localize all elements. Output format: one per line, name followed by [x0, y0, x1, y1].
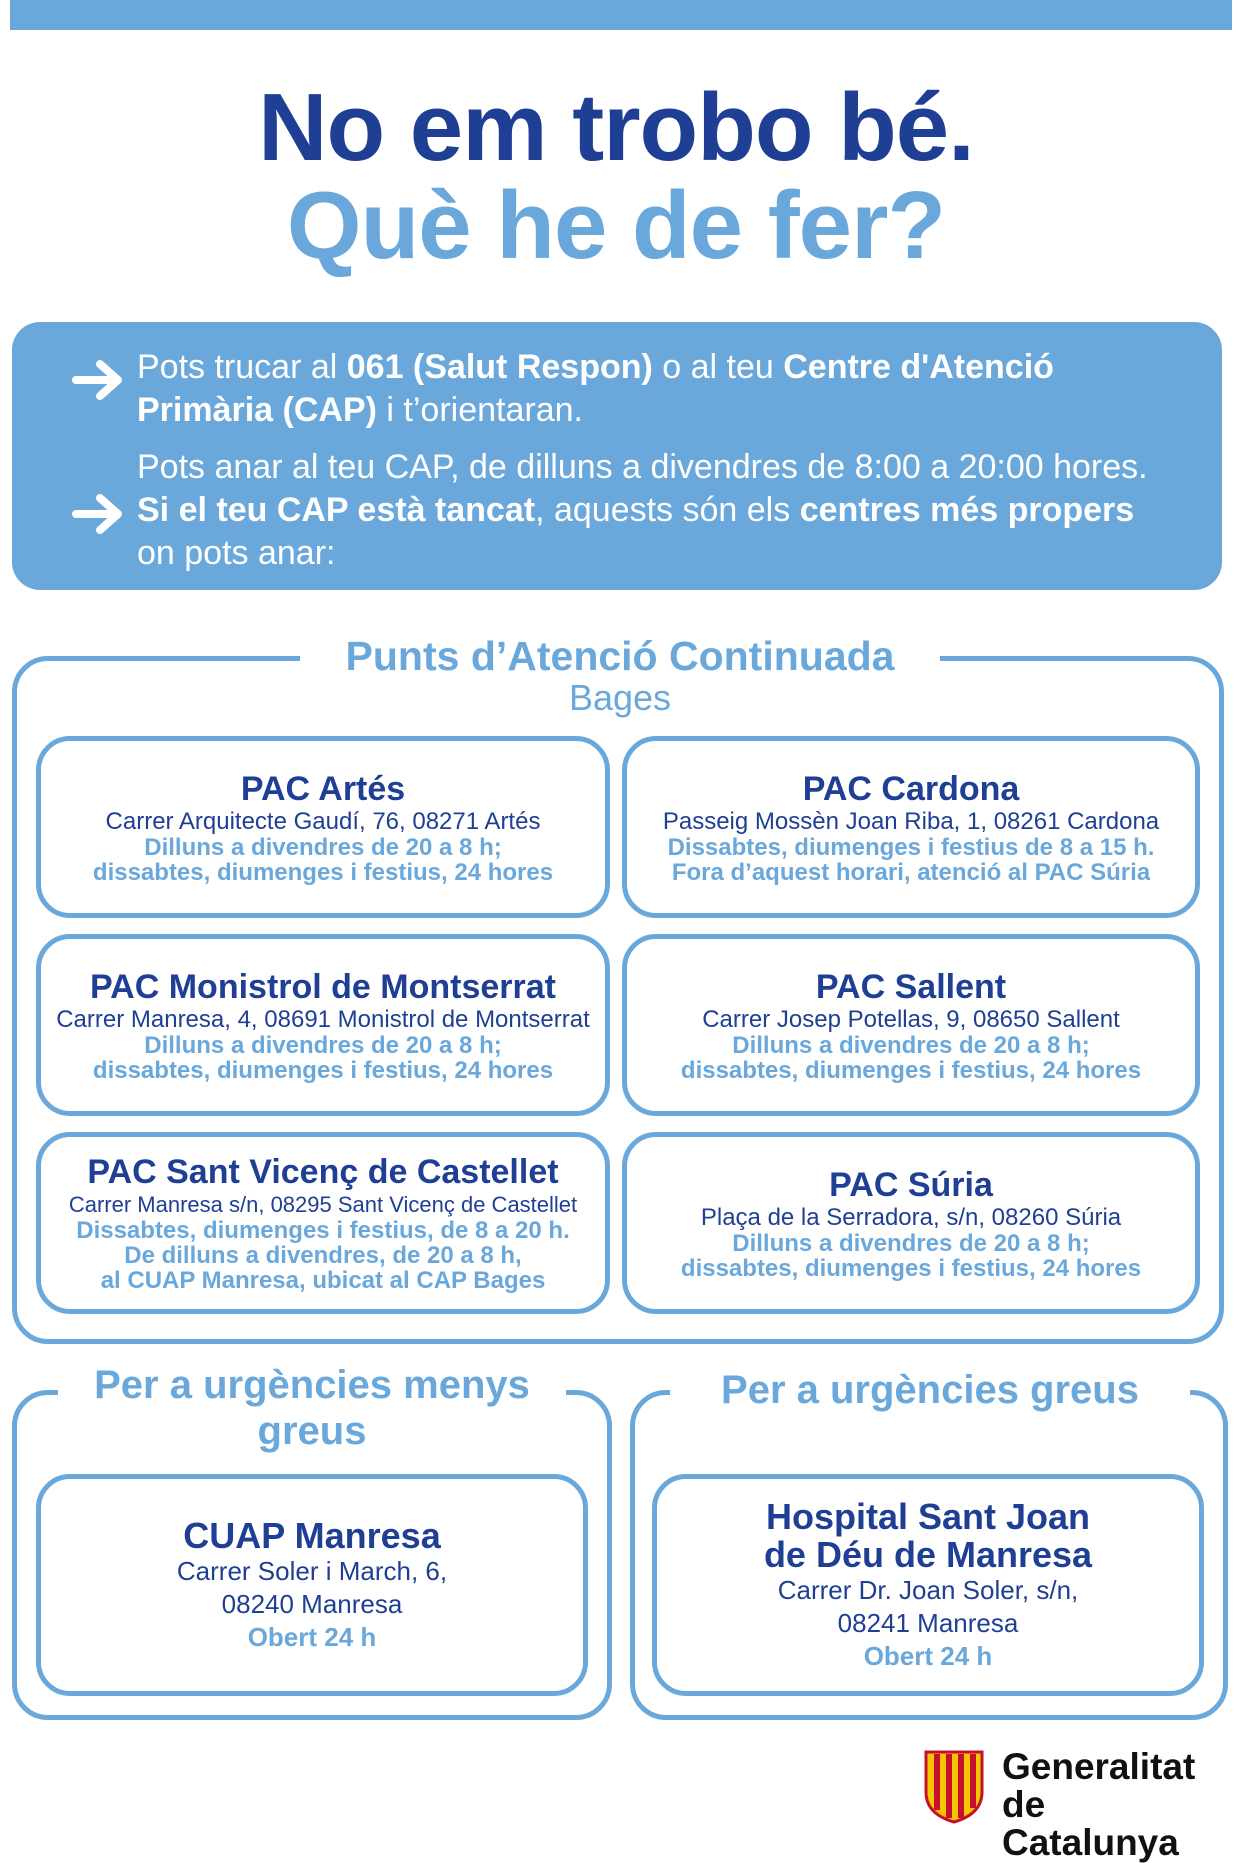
cuap-address: Carrer Soler i March, 6, — [176, 1556, 448, 1586]
info-text-bold: Primària (CAP) — [137, 391, 377, 429]
cuap-hours: Obert 24 h — [247, 1622, 377, 1652]
pac-address: Carrer Manresa, 4, 08691 Monistrol de Montserrat — [56, 1005, 590, 1033]
pac-card — [36, 1132, 610, 1314]
info-text-bold: centres més propers — [799, 491, 1135, 529]
pac-hours: dissabtes, diumenges i festius, 24 hores — [92, 1056, 554, 1084]
hospital-name: Hospital Sant Joan — [765, 1496, 1091, 1537]
arrow-right-icon — [70, 356, 128, 404]
arrow-right-icon — [70, 490, 128, 538]
pac-hours: Dilluns a divendres de 20 a 8 h; — [144, 1031, 502, 1059]
pac-hours: Dissabtes, diumenges i festius, de 8 a 20 h. — [76, 1217, 570, 1244]
generalitat-logo — [922, 1746, 1232, 1863]
pac-card — [36, 934, 610, 1116]
cuap-card — [36, 1474, 588, 1696]
info-text-bold: Si el teu CAP està tancat — [137, 491, 536, 529]
logo-line-2: de Catalunya — [1002, 1784, 1179, 1863]
pac-address: Carrer Arquitecte Gaudí, 76, 08271 Artés — [105, 807, 541, 835]
pac-card — [622, 736, 1200, 918]
pac-hours: dissabtes, diumenges i festius, 24 hores — [680, 1254, 1142, 1282]
info-box — [12, 322, 1222, 590]
pac-hours: Dilluns a divendres de 20 a 8 h; — [144, 833, 502, 861]
info-text: Pots trucar al — [137, 348, 347, 386]
pac-name: PAC Sant Vicenç de Castellet — [87, 1153, 559, 1191]
info-text: Pots anar al teu CAP, de dilluns a divendres de 8:00 a 20:00 hores. — [137, 448, 1148, 486]
hospital-name: de Déu de Manresa — [763, 1534, 1093, 1575]
pac-card — [36, 736, 610, 918]
pac-address: Carrer Josep Potellas, 9, 08650 Sallent — [702, 1005, 1120, 1033]
pac-name: PAC Monistrol de Montserrat — [90, 967, 556, 1006]
pac-hours: Dissabtes, diumenges i festius de 8 a 15 h. — [667, 833, 1155, 861]
pac-name: PAC Artés — [240, 769, 406, 808]
logo-line-1: Generalitat — [1002, 1746, 1196, 1787]
pac-card — [622, 1132, 1200, 1314]
pac-hours: Dilluns a divendres de 20 a 8 h; — [732, 1031, 1090, 1059]
pac-hours: Fora d’aquest horari, atenció al PAC Súria — [671, 858, 1151, 886]
pac-name: PAC Súria — [829, 1165, 993, 1204]
logo-text — [1002, 1748, 1232, 1862]
pac-name: PAC Sallent — [815, 967, 1007, 1006]
top-banner-bar — [10, 0, 1232, 30]
urgent-minor-title: Per a urgències menys greus — [58, 1362, 566, 1454]
pac-address: Plaça de la Serradora, s/n, 08260 Súria — [700, 1203, 1122, 1231]
pac-section-title: Punts d’Atenció Continuada — [300, 628, 940, 688]
pac-name: PAC Cardona — [802, 769, 1020, 808]
info-row-call — [137, 346, 1054, 432]
pac-hours: al CUAP Manresa, ubicat al CAP Bages — [100, 1267, 546, 1294]
senyera-shield-icon — [922, 1748, 986, 1824]
info-text: i t’orientaran. — [376, 391, 583, 429]
info-text: , aquests són els — [535, 491, 800, 529]
title-line-2: Què he de fer? — [286, 172, 946, 279]
info-text-bold: Centre d'Atenció — [783, 348, 1054, 386]
info-text: o al teu — [652, 348, 784, 386]
pac-hours: dissabtes, diumenges i festius, 24 hores — [680, 1056, 1142, 1084]
pac-card — [622, 934, 1200, 1116]
info-text: on pots anar: — [137, 534, 336, 572]
hospital-card — [652, 1474, 1204, 1696]
pac-hours: De dilluns a divendres, de 20 a 8 h, — [124, 1242, 522, 1269]
cuap-name: CUAP Manresa — [183, 1515, 441, 1556]
title-line-1: No em trobo bé. — [258, 74, 974, 181]
hospital-address: Carrer Dr. Joan Soler, s/n, — [777, 1575, 1079, 1605]
pac-hours: Dilluns a divendres de 20 a 8 h; — [732, 1229, 1090, 1257]
pac-address: Carrer Manresa s/n, 08295 Sant Vicenç de Castellet — [68, 1192, 578, 1217]
pac-address: Passeig Mossèn Joan Riba, 1, 08261 Cardona — [662, 807, 1160, 835]
pac-section-subtitle: Bages — [568, 677, 672, 718]
cuap-address: 08240 Manresa — [221, 1589, 403, 1619]
hospital-hours: Obert 24 h — [863, 1641, 993, 1671]
info-row-visit — [137, 446, 1148, 575]
hospital-address: 08241 Manresa — [837, 1608, 1019, 1638]
pac-hours: dissabtes, diumenges i festius, 24 hores — [92, 858, 554, 886]
page-title — [0, 74, 1232, 279]
info-text-bold: 061 (Salut Respon) — [346, 348, 653, 386]
urgent-major-title: Per a urgències greus — [670, 1362, 1190, 1418]
